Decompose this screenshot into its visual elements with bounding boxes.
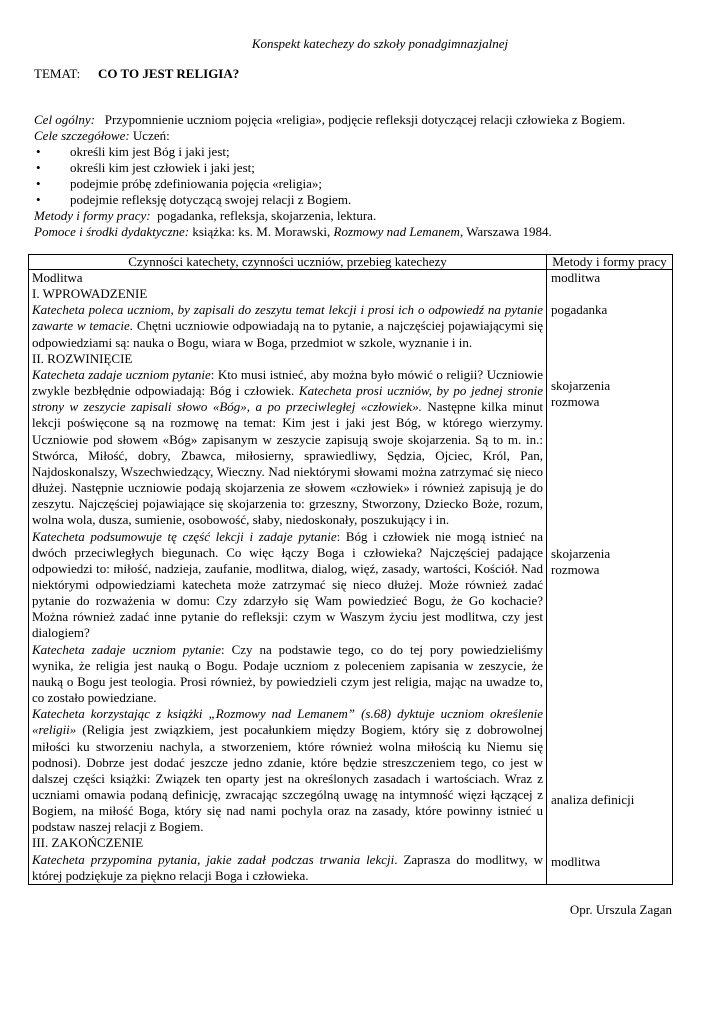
section-3-title: III. ZAKOŃCZENIE bbox=[32, 835, 144, 851]
section-3-italic: Katecheta przypomina pytania, jakie zadał podczas trwania lekcji bbox=[32, 851, 395, 867]
goals-section bbox=[34, 112, 694, 240]
document-header bbox=[0, 36, 724, 52]
section-1-text bbox=[32, 302, 543, 350]
section-2-italic-3: Katecheta podsumowuje tę część lekcji i zadaje pytanie bbox=[32, 528, 337, 544]
section-2-body-4: : Czy na podstawie tego, co do tej pory powiedzieliśmy wynika, że religia jest nauką o Bogu. Podaje uczniom z poleceniem zapisania w zeszycie, że nauką o Bogu jest teologia. Prosi również, by powiedzieli czym jest religia, mając na uwadze to, co zostało powiedziane. bbox=[32, 641, 543, 706]
lesson-course-cell bbox=[29, 270, 547, 885]
method-label: modlitwa bbox=[551, 854, 601, 869]
section-1-body: Chętni uczniowie odpowiadają na to pytanie, a najczęściej pojawiającymi się odpowiedziami są: nauka o Bogu, wiara w Boga, przedmiot w szkole, wyznanie i in. bbox=[32, 318, 544, 350]
section-2-text-4 bbox=[32, 642, 543, 707]
list-item: • podejmie refleksję dotyczącą swojej relacji z Bogiem. bbox=[34, 192, 694, 208]
specific-goals-label: Cele szczegółowe: bbox=[34, 128, 130, 143]
method-label: skojarzenia bbox=[551, 378, 611, 393]
prayer-label: Modlitwa bbox=[32, 270, 83, 285]
general-goal bbox=[34, 112, 694, 128]
author-signature: Opr. Urszula Zagan bbox=[569, 902, 672, 917]
aids-text: książka: ks. M. Morawski, bbox=[192, 224, 331, 239]
method-label: skojarzenia bbox=[551, 546, 611, 561]
general-goal-text: Przypomnienie uczniom pojęcia «religia», podjęcie refleksji dotyczącej relacji człowieka z Bogiem. bbox=[104, 112, 626, 127]
specific-goals-list bbox=[34, 144, 694, 208]
specific-goals-intro: Uczeń: bbox=[132, 128, 170, 143]
section-2-body-3: : Bóg i człowiek nie mogą istnieć na dwóch przeciwległych biegunach. Co więc łączy Boga i człowieka? Najczęściej padające odpowiedzi to: miłość, nadzieja, zaufanie, modlitwa, dialog, więź, zasady, wartości, Kościół. Nad niektórymi odpowiedziami katecheta może zatrzymać się nieco dłużej. Może również zadać pytanie do rozważenia w domu: Czy zdarzyło się Wam powiedzieć Bogu, że Go kochacie? Można również zadać inne pytanie do refleksji: czym w Waszym życiu jest modlitwa, czy jest dialogiem? bbox=[32, 528, 543, 641]
method-label: pogadanka bbox=[551, 302, 608, 317]
method-label: modlitwa bbox=[551, 270, 601, 285]
method-label: rozmowa bbox=[551, 394, 600, 409]
general-goal-label: Cel ogólny: bbox=[34, 112, 96, 127]
table-row bbox=[29, 270, 673, 885]
section-2-text-1 bbox=[32, 367, 543, 529]
method-label: rozmowa bbox=[551, 562, 600, 577]
section-2-body-2: Następne kilka minut lekcji poświęcone są na rozmowę na temat: Kim jest i jaki jest Bóg, w którego wierzymy. Uczniowie pod słowem «Bóg» zapisanym w zeszycie zapisują swoje skojarzenia. Są to m. in.: Stwórca, Miłość, dobry, Zbawca, miłosierny, sprawiedliwy, Sędzia, Ojciec, Król, Pan, Najdoskonalszy, Wszechwiedzący, Wieczny. Nad niektórymi słowami można zatrzymać się nieco dłużej. Następnie uczniowie podają skojarzenia ze słowem «człowiek» i również zapisują je do zeszytu. Najczęściej pojawiające się skojarzenia to: grzeszny, Stworzony, Dziecko Boże, rozum, wolna wola, dusza, sumienie, osobowość, słaby, niedoskonały, poszukujący i in. bbox=[32, 399, 544, 528]
methods-cell bbox=[547, 270, 673, 885]
list-item: • określi kim jest Bóg i jaki jest; bbox=[34, 144, 694, 160]
section-2-title: II. ROZWINIĘCIE bbox=[32, 350, 133, 366]
methods-text: pogadanka, refleksja, skojarzenia, lektura. bbox=[157, 208, 377, 223]
section-3-text bbox=[32, 852, 543, 884]
section-2-italic-5: Katecheta korzystając z książki „Rozmowy nad Lemanem” (s.68) dyktuje uczniom określenie «religii» bbox=[32, 706, 543, 738]
topic-line bbox=[34, 66, 239, 82]
aids-line bbox=[34, 224, 694, 240]
section-3-body: . Zaprasza do modlitwy, w której podziękuje za piękno relacji Boga i człowieka. bbox=[32, 851, 543, 883]
col1-header: Czynności katechety, czynności uczniów, przebieg katechezy bbox=[29, 255, 547, 270]
section-2-body-1: : Kto musi istnieć, aby można było mówić o religii? Uczniowie zwykle bezbłędnie odpowiadają: Bóg i człowiek. bbox=[32, 366, 543, 399]
section-2-text-5 bbox=[32, 706, 543, 835]
section-2-italic-4: Katecheta zadaje uczniom pytanie bbox=[32, 641, 222, 657]
methods-line bbox=[34, 208, 694, 224]
section-2-body-5: (Religia jest związkiem, jest pocałunkiem między Bogiem, który się z dobrowolnej miłości ku stworzeniu nachyla, a stworzeniem, które również wolna miłością ku Niemu się podnosi). Dobrze jest dodać jeszcze jedno zdanie, które będzie streszczeniem tego, co jest w dalszej części książki: Związek ten oparty jest na określonych zasadach i wartościach. Wraz z uczniami omawia podaną definicję, zwracając szczególną uwagę na intymność więzi łączącej z Bogiem, na miłość Boga, który się nad nami pochyla oraz na zasady, które powinny istnieć u podstaw naszej relacji z Bogiem. bbox=[32, 722, 543, 835]
specific-goals bbox=[34, 128, 694, 144]
aids-book-title: Rozmowy nad Lemanem bbox=[333, 224, 460, 239]
aids-label: Pomoce i środki dydaktyczne: bbox=[34, 224, 190, 239]
section-2-italic-2: Katecheta prosi uczniów, by po jednej stronie strony w zeszycie zapisali słowo «Bóg», a po przeciwległej «człowiek». bbox=[32, 383, 544, 415]
col2-header: Metody i formy pracy bbox=[547, 255, 673, 270]
methods-label: Metody i formy pracy: bbox=[34, 208, 151, 223]
aids-text-end: , Warszawa 1984. bbox=[459, 224, 552, 239]
topic-label: TEMAT: bbox=[34, 66, 81, 81]
method-label: analiza definicji bbox=[551, 792, 635, 807]
list-item: • podejmie próbę zdefiniowania pojęcia «religia»; bbox=[34, 176, 694, 192]
section-1-italic: Katecheta poleca uczniom, by zapisali do zeszytu temat lekcji i prosi ich o odpowiedź na pytanie zawarte w temacie. bbox=[32, 302, 543, 334]
section-1-title: I. WPROWADZENIE bbox=[32, 286, 148, 302]
topic-title: CO TO JEST RELIGIA? bbox=[98, 66, 240, 81]
header-title: Konspekt katechezy do szkoły ponadgimnazjalnej bbox=[251, 36, 509, 51]
table-header-row bbox=[29, 255, 673, 270]
lesson-table bbox=[28, 254, 673, 885]
section-2-italic-1: Katecheta zadaje uczniom pytanie bbox=[32, 366, 211, 382]
list-item: • określi kim jest człowiek i jaki jest; bbox=[34, 160, 694, 176]
section-2-text-3 bbox=[32, 529, 543, 642]
